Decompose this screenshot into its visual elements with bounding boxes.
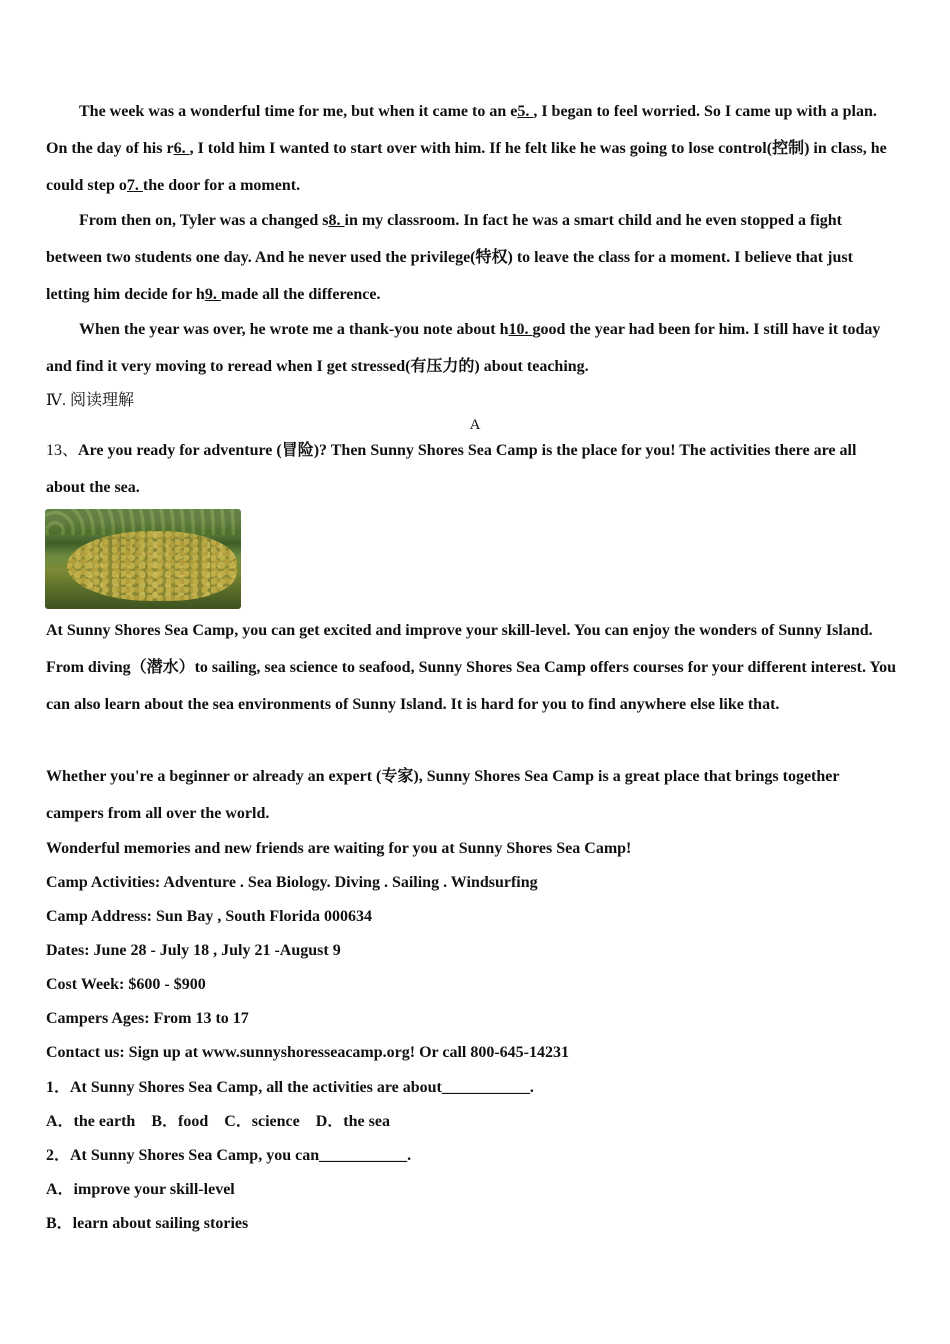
question-2-option-a: A．improve your skill-level (46, 1181, 235, 1198)
text-run: in my classroom. In fact he was a smart child and he even stopped a fight between two students one day. And he never used the privilege(特权) to leave the class for a moment. I believe that just letting him decide for h (46, 212, 853, 303)
text-run: made all the difference. (220, 286, 381, 303)
info-dates: Dates: June 28 - July 18 , July 21 -August 9 (46, 942, 341, 959)
text-run: The week was a wonderful time for me, but when it came to an e (79, 103, 518, 120)
text-run: When the year was over, he wrote me a thank-you note about h (79, 321, 509, 338)
part-label: A (469, 417, 481, 433)
question-2: 2．At Sunny Shores Sea Camp, you can___________. (46, 1147, 412, 1164)
blank-7: 7. (126, 177, 143, 194)
text-run: the door for a moment. (142, 177, 301, 194)
question-1: 1．At Sunny Shores Sea Camp, all the activities are about___________. (46, 1079, 534, 1096)
passage-paragraph-2 (46, 202, 898, 313)
body-paragraph-1: At Sunny Shores Sea Camp, you can get excited and improve your skill-level. You can enjoy the wonders of Sunny Island. From diving（潜水）to sailing, sea science to seafood, Sunny Shores Sea Camp offers courses for your different interest. You can also learn about the sea environments of Sunny Island. It is hard for you to find anywhere else like that. (46, 622, 897, 713)
section-heading: Ⅳ. 阅读理解 (46, 392, 134, 409)
passage-paragraph-3 (46, 311, 898, 385)
question-13-intro (46, 432, 898, 506)
text-run: , I told him I wanted to start over with him. If he felt like he was going to lose control(控制) in class, he could step o (46, 140, 887, 194)
text-run: , I began to feel worried. So I came up with a plan. On the day of his r (46, 103, 877, 157)
question-number: 13、 (46, 442, 79, 459)
passage-paragraph-1 (46, 93, 898, 204)
body-paragraph-2: Whether you're a beginner or already an expert (专家), Sunny Shores Sea Camp is a great place that brings together campers from all over the world. (46, 768, 840, 822)
info-cost: Cost Week: $600 - $900 (46, 976, 206, 993)
blank-6: 6. (173, 140, 190, 157)
blank-5: 5. (517, 103, 534, 120)
info-contact: Contact us: Sign up at www.sunnyshoresseacamp.org! Or call 800-645-14231 (46, 1044, 569, 1061)
body-paragraph-3: Wonderful memories and new friends are waiting for you at Sunny Shores Sea Camp! (46, 840, 632, 857)
text-run: From then on, Tyler was a changed s (79, 212, 329, 229)
blank-8: 8. (328, 212, 345, 229)
question-2-option-b: B．learn about sailing stories (46, 1215, 249, 1232)
info-address: Camp Address: Sun Bay , South Florida 000634 (46, 908, 372, 925)
blank-10: 10. (508, 321, 533, 338)
camp-group-photo-icon (45, 509, 241, 609)
text-run: Are you ready for adventure (冒险)? Then Sunny Shores Sea Camp is the place for you! The activities there are all about the sea. (46, 442, 857, 496)
question-1-options: A．the earth B．food C．science D．the sea (46, 1113, 390, 1130)
blank-9: 9. (204, 286, 221, 303)
info-ages: Campers Ages: From 13 to 17 (46, 1010, 249, 1027)
info-activities: Camp Activities: Adventure . Sea Biology. Diving . Sailing . Windsurfing (46, 874, 538, 891)
text-run: good the year had been for him. I still have it today and find it very moving to reread when I get stressed(有压力的) about teaching. (46, 321, 881, 375)
